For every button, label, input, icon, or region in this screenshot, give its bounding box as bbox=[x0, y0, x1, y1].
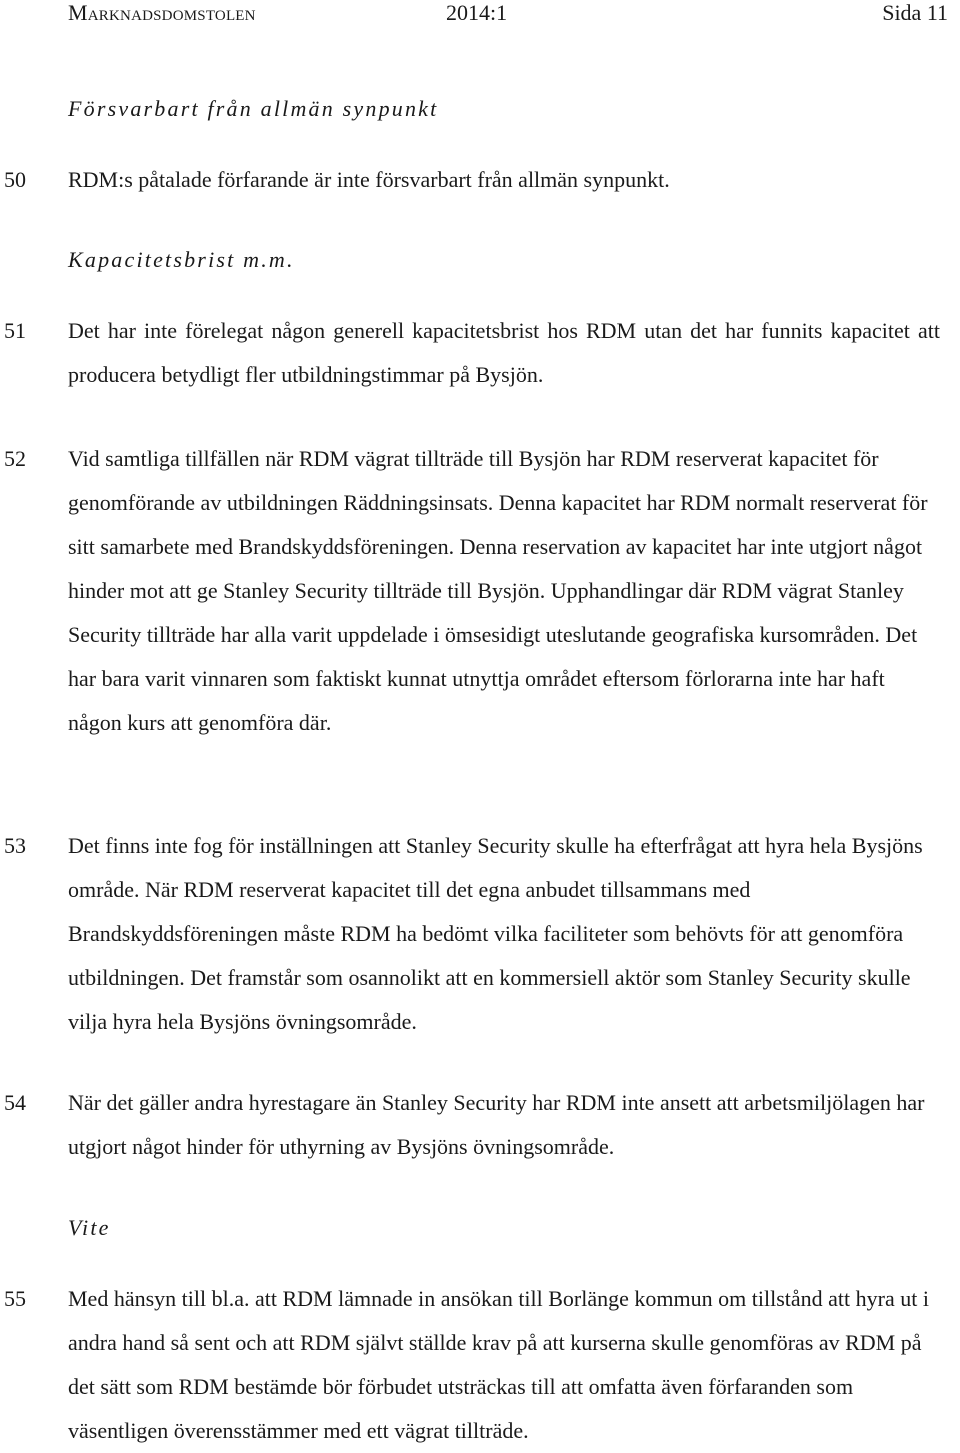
paragraph-number: 54 bbox=[4, 1090, 26, 1115]
section-heading-vite: Vite bbox=[68, 1215, 111, 1240]
paragraph-text: Vid samtliga tillfällen när RDM vägrat tillträde till Bysjön har RDM reserverat kapacitet för genomförande av utbildningen Räddningsinsats. Denna kapacitet har RDM normalt reserverat för sitt samarbete med Brandskyddsföreningen. Denna reservation av kapacitet har inte utgjort något hinder mot att ge Stanley Security tillträde till Bysjön. Upphandlingar där RDM vägrat Stanley Security tillträde har alla varit uppdelade i ömsesidigt uteslutande geografiska kursområden. Det har bara varit vinnaren som faktiskt kunnat utnyttja området eftersom förlorarna inte har haft någon kurs att genomföra där. bbox=[68, 446, 928, 735]
paragraph-text: RDM:s påtalade förfarande är inte försvarbart från allmän synpunkt. bbox=[68, 167, 670, 192]
page-header bbox=[0, 0, 960, 30]
page-number: Sida 11 bbox=[882, 0, 948, 25]
court-name: Marknadsdomstolen bbox=[68, 0, 256, 25]
paragraph-text: Med hänsyn till bl.a. att RDM lämnade in ansökan till Borlänge kommun om tillstånd att hyra ut i andra hand så sent och att RDM självt ställde krav på att kurserna skulle genomföras av RDM på det sätt som RDM bestämde bör förbudet utsträckas till att omfatta även förfaranden som väsentligen överensstämmer med ett vägrat tillträde. bbox=[68, 1286, 929, 1443]
paragraph-number: 53 bbox=[4, 833, 26, 858]
case-number: 2014:1 bbox=[446, 0, 508, 25]
section-heading-kapacitetsbrist: Kapacitetsbrist m.m. bbox=[68, 247, 295, 272]
paragraph-number: 51 bbox=[4, 318, 26, 343]
paragraph-number: 50 bbox=[4, 167, 26, 192]
paragraph-text: När det gäller andra hyrestagare än Stanley Security har RDM inte ansett att arbetsmiljölagen har utgjort något hinder för uthyrning av Bysjöns övningsområde. bbox=[68, 1090, 925, 1159]
paragraph-number: 55 bbox=[4, 1286, 26, 1311]
paragraph-text: Det har inte förelegat någon generell kapacitetsbrist hos RDM utan det har funnits kapacitet att producera betydligt fler utbildningstimmar på Bysjön. bbox=[68, 318, 940, 387]
paragraph-text: Det finns inte fog för inställningen att Stanley Security skulle ha efterfrågat att hyra hela Bysjöns område. När RDM reserverat kapacitet till det egna anbudet tillsammans med Brandskyddsföreningen måste RDM ha bedömt vilka faciliteter som behövts för att genomföra utbildningen. Det framstår som osannolikt att en kommersiell aktör som Stanley Security skulle vilja hyra hela Bysjöns övningsområde. bbox=[68, 833, 923, 1034]
paragraph-number: 52 bbox=[4, 446, 26, 471]
section-heading-forsvarbart: Försvarbart från allmän synpunkt bbox=[68, 96, 439, 121]
